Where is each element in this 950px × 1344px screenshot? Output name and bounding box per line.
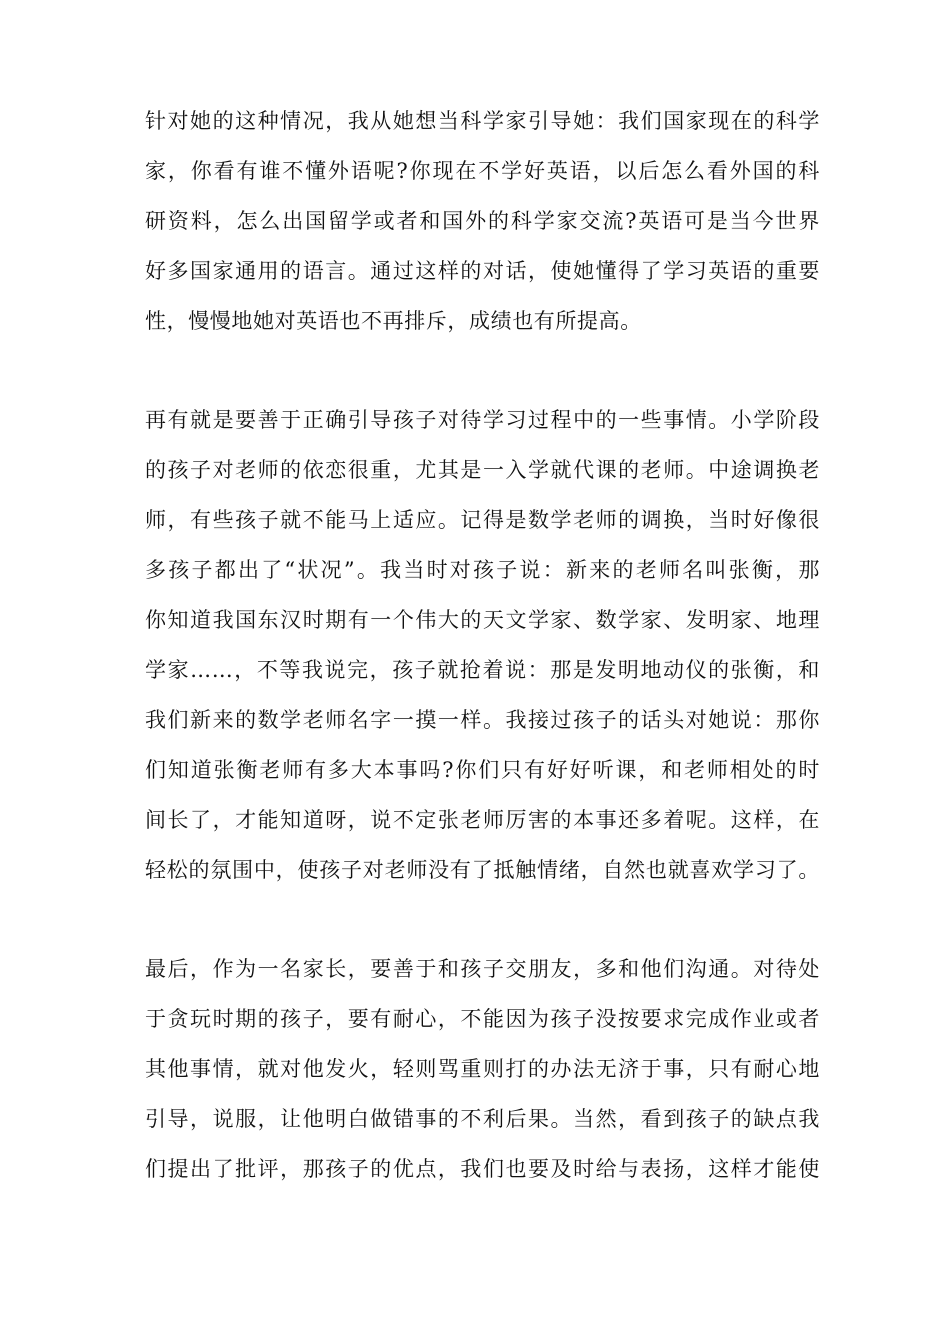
text-line: 间长了，才能知道呀，说不定张老师厉害的本事还多着呢。这样，在 [145, 808, 820, 832]
paragraph-communication [145, 944, 820, 1194]
text-line: 其他事情，就对他发火，轻则骂重则打的办法无济于事，只有耐心地 [145, 1057, 820, 1081]
text-line: 研资料，怎么出国留学或者和国外的科学家交流?英语可是当今世界 [145, 209, 820, 233]
text-line: 你知道我国东汉时期有一个伟大的天文学家、数学家、发明家、地理 [145, 608, 820, 632]
text-line: 针对她的这种情况，我从她想当科学家引导她：我们国家现在的科学 [145, 109, 820, 133]
text-line: 轻松的氛围中，使孩子对老师没有了抵触情绪，自然也就喜欢学习了。 [145, 858, 820, 882]
text-line: 性，慢慢地她对英语也不再排斥，成绩也有所提高。 [145, 309, 642, 333]
text-line: 再有就是要善于正确引导孩子对待学习过程中的一些事情。小学阶段 [145, 408, 820, 432]
text-line: 于贪玩时期的孩子，要有耐心，不能因为孩子没按要求完成作业或者 [145, 1007, 820, 1031]
text-line: 们知道张衡老师有多大本事吗?你们只有好好听课，和老师相处的时 [145, 758, 820, 782]
text-line: 学家……，不等我说完，孩子就抢着说：那是发明地动仪的张衡，和 [145, 658, 820, 682]
text-line: 们提出了批评，那孩子的优点，我们也要及时给与表扬，这样才能使 [145, 1157, 820, 1181]
text-line: 多孩子都出了“状况”。我当时对孩子说：新来的老师名叫张衡，那 [145, 558, 820, 582]
text-line: 我们新来的数学老师名字一摸一样。我接过孩子的话头对她说：那你 [145, 708, 820, 732]
text-line: 好多国家通用的语言。通过这样的对话，使她懂得了学习英语的重要 [145, 259, 820, 283]
text-line: 最后，作为一名家长，要善于和孩子交朋友，多和他们沟通。对待处 [145, 957, 820, 981]
text-line: 师，有些孩子就不能马上适应。记得是数学老师的调换，当时好像很 [145, 508, 820, 532]
text-line: 引导，说服，让他明白做错事的不利后果。当然，看到孩子的缺点我 [145, 1107, 820, 1131]
paragraph-science-english [145, 96, 820, 346]
text-line: 的孩子对老师的依恋很重，尤其是一入学就代课的老师。中途调换老 [145, 458, 820, 482]
text-line: 家，你看有谁不懂外语呢?你现在不学好英语，以后怎么看外国的科 [145, 159, 820, 183]
paragraph-teacher-change [145, 395, 820, 895]
